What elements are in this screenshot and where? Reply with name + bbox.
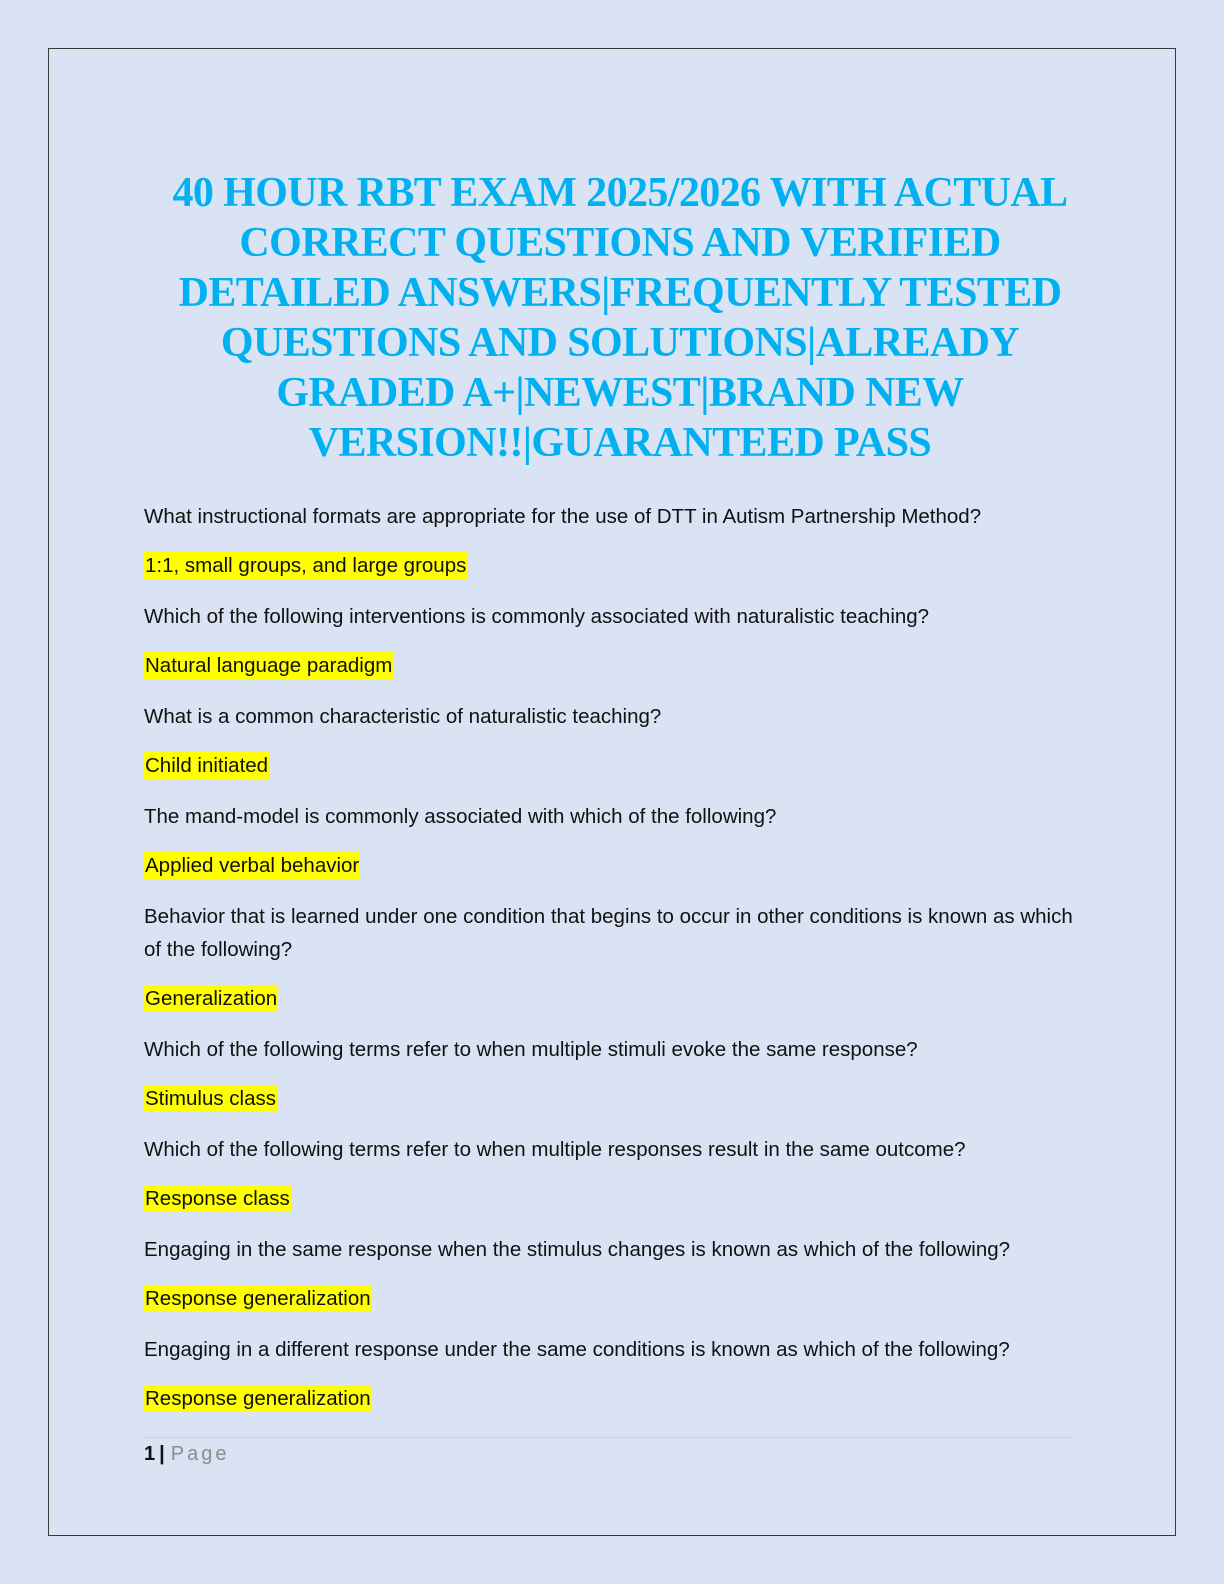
qa-item: [144, 1333, 1084, 1417]
question-text: Which of the following interventions is commonly associated with naturalistic teaching?: [144, 605, 930, 628]
question-text: Behavior that is learned under one condition that begins to occur in other conditions is known as which of the following?: [144, 905, 1073, 961]
answer-highlight: Applied verbal behavior: [145, 854, 360, 877]
footer-divider: [144, 1437, 1074, 1438]
document-title: 40 HOUR RBT EXAM 2025/2026 WITH ACTUAL CORRECT QUESTIONS AND VERIFIED DETAILED ANSWERS|FREQUENTLY TESTED QUESTIONS AND SOLUTIONS|ALREADY GRADED A+|NEWEST|BRAND NEW VERSION!!|GUARANTEED PASS: [172, 170, 1068, 466]
page-footer: [144, 1441, 229, 1467]
qa-item: [144, 800, 1084, 884]
answer-highlight: Response generalization: [145, 1287, 371, 1310]
answer-highlight: 1:1, small groups, and large groups: [145, 554, 467, 577]
qa-item: [144, 500, 1084, 584]
page-number: 1: [144, 1443, 156, 1465]
page-label: Page: [170, 1443, 230, 1465]
qa-list: [144, 500, 1084, 1433]
question-text: Engaging in a different response under the same conditions is known as which of the following?: [144, 1338, 1010, 1361]
question-text: What is a common characteristic of naturalistic teaching?: [144, 705, 662, 728]
question-text: The mand-model is commonly associated with which of the following?: [144, 805, 777, 828]
qa-item: [144, 1233, 1084, 1317]
answer-highlight: Child initiated: [145, 754, 269, 777]
answer-highlight: Generalization: [145, 987, 278, 1010]
footer-separator: |: [159, 1443, 165, 1465]
qa-item: [144, 600, 1084, 684]
question-text: Which of the following terms refer to when multiple stimuli evoke the same response?: [144, 1038, 918, 1061]
qa-item: [144, 1133, 1084, 1217]
question-text: Which of the following terms refer to when multiple responses result in the same outcome?: [144, 1138, 966, 1161]
answer-highlight: Response class: [145, 1187, 290, 1210]
qa-item: [144, 700, 1084, 784]
answer-highlight: Stimulus class: [145, 1087, 277, 1110]
qa-item: [144, 1033, 1084, 1117]
qa-item: [144, 900, 1084, 1017]
answer-highlight: Natural language paradigm: [145, 654, 393, 677]
question-text: What instructional formats are appropriate for the use of DTT in Autism Partnership Method?: [144, 505, 982, 528]
answer-highlight: Response generalization: [145, 1387, 371, 1410]
question-text: Engaging in the same response when the stimulus changes is known as which of the following?: [144, 1238, 1011, 1261]
